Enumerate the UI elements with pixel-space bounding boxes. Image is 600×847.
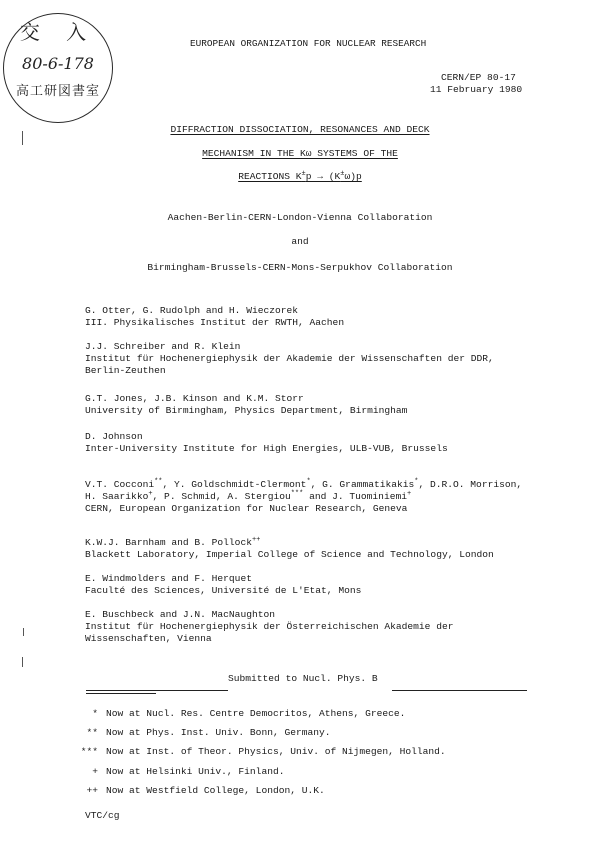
author-institution: Faculté des Sciences, Université de L'Etat, Mons <box>85 584 362 596</box>
title-line-3 <box>238 171 362 182</box>
footnote <box>74 704 446 723</box>
affil-mark: + <box>406 489 412 498</box>
footnote-mark: *** <box>80 746 98 758</box>
footnote <box>74 742 446 761</box>
author-institution-cont: Berlin-Zeuthen <box>85 364 166 376</box>
title-sup-2: ± <box>340 169 345 178</box>
affil-mark: * <box>306 477 311 486</box>
author-institution: Inter-University Institute for High Energies, ULB-VUB, Brussels <box>85 442 448 454</box>
title-line-1: DIFFRACTION DISSOCIATION, RESONANCES AND DECK <box>170 124 430 135</box>
typist-initials: VTC/cg <box>85 810 120 821</box>
author-schmid-stergiou: , P. Schmid, A. Stergiou <box>152 490 291 502</box>
author-institution: CERN, European Organization for Nuclear Research, Geneva <box>85 502 408 514</box>
affil-mark: * <box>414 477 419 486</box>
stamp-received: 交 入 <box>19 20 97 44</box>
title-row-2 <box>0 148 600 160</box>
title-final: ω)p <box>344 171 362 182</box>
title-row-3 <box>0 171 600 183</box>
author-institution: Institut für Hochenergiephysik der Akademie der Wissenschaften der DDR, <box>85 352 494 364</box>
author-names: E. Windmolders and F. Herquet <box>85 573 252 584</box>
footnote-mark: * <box>92 708 98 719</box>
title-reactions: REACTIONS K <box>238 171 302 182</box>
footnote-mark: ++ <box>86 784 98 796</box>
author-names: G.T. Jones, J.B. Kinson and K.M. Storr <box>85 393 304 404</box>
affil-mark: ** <box>154 477 163 486</box>
report-date: 11 February 1980 <box>430 84 523 95</box>
organization-name: EUROPEAN ORGANIZATION FOR NUCLEAR RESEARCH <box>190 38 427 49</box>
footnote-text: Now at Inst. of Theor. Physics, Univ. of Nijmegen, Holland. <box>106 746 446 758</box>
author-names: G. Otter, G. Rudolph and H. Wieczorek <box>85 305 299 316</box>
author-cocconi: V.T. Cocconi <box>85 479 155 490</box>
footnote-text: Now at Phys. Inst. Univ. Bonn, Germany. <box>106 727 331 739</box>
footnote-text: Now at Helsinki Univ., Finland. <box>106 765 285 777</box>
author-group <box>85 573 361 597</box>
footnote-text: Now at Westfield College, London, U.K. <box>106 784 325 796</box>
footnote <box>74 723 446 742</box>
margin-mark <box>23 628 24 636</box>
affil-mark: + <box>148 489 153 498</box>
collaboration-and: and <box>291 236 309 247</box>
footnote-rule <box>392 690 527 691</box>
author-barnham-pollock: K.W.J. Barnham and B. Pollock <box>85 537 252 548</box>
author-names: E. Buschbeck and J.N. MacNaughton <box>85 609 275 620</box>
author-institution: Blackett Laboratory, Imperial College of Science and Technology, London <box>85 548 494 560</box>
author-group <box>85 431 448 455</box>
collaboration-1: Aachen-Berlin-CERN-London-Vienna Collaboration <box>167 212 433 223</box>
author-group-cern <box>85 479 522 515</box>
author-names-line-2 <box>85 491 522 503</box>
footnotes <box>74 704 446 800</box>
stamp-library: 高工研図書室 <box>15 84 100 99</box>
footnote-text: Now at Nucl. Res. Centre Democritos, Athens, Greece. <box>106 708 406 719</box>
affil-mark: *** <box>290 489 304 498</box>
title-arrow: p → (K <box>305 171 341 182</box>
author-grammatikakis: , G. Grammatikakis <box>310 479 415 490</box>
author-goldschmidt: , Y. Goldschmidt-Clermont <box>162 479 307 490</box>
title-line-2: MECHANISM IN THE Kω SYSTEMS OF THE <box>202 148 398 159</box>
author-institution: III. Physikalisches Institut der RWTH, Aachen <box>85 316 345 328</box>
author-institution: University of Birmingham, Physics Department, Birmingham <box>85 404 408 416</box>
author-group <box>85 393 407 417</box>
paper-title <box>0 124 600 136</box>
affil-mark: ++ <box>251 535 261 544</box>
footnote <box>74 781 446 800</box>
author-group <box>85 537 494 561</box>
author-saarikko: H. Saarikko <box>85 490 149 502</box>
author-tuominiemi: and J. Tuominiemi <box>303 490 407 502</box>
author-names: J.J. Schreiber and R. Klein <box>85 341 241 352</box>
author-institution-cont: Wissenschaften, Vienna <box>85 632 212 644</box>
stamp-number: 80-6-178 <box>22 54 94 73</box>
author-morrison: , D.R.O. Morrison, <box>418 479 523 490</box>
collaboration-2: Birmingham-Brussels-CERN-Mons-Serpukhov Collaboration <box>147 262 453 273</box>
footnote-mark: + <box>92 765 98 777</box>
author-names: D. Johnson <box>85 431 143 442</box>
footnote <box>74 762 446 781</box>
author-names <box>85 537 494 549</box>
footnote-mark: ** <box>86 727 98 739</box>
author-institution: Institut für Hochenergiephysik der Österreichischen Akademie der <box>85 620 454 632</box>
margin-mark <box>22 657 23 667</box>
library-stamp <box>3 13 113 123</box>
author-group <box>85 341 494 377</box>
submission-note: Submitted to Nucl. Phys. B <box>228 673 378 684</box>
footnote-rule <box>86 690 228 691</box>
author-group <box>85 609 453 645</box>
title-sup-1: ± <box>301 169 306 178</box>
author-group <box>85 305 344 329</box>
report-number: CERN/EP 80-17 <box>441 72 516 83</box>
footnote-rule-lower <box>86 693 156 694</box>
